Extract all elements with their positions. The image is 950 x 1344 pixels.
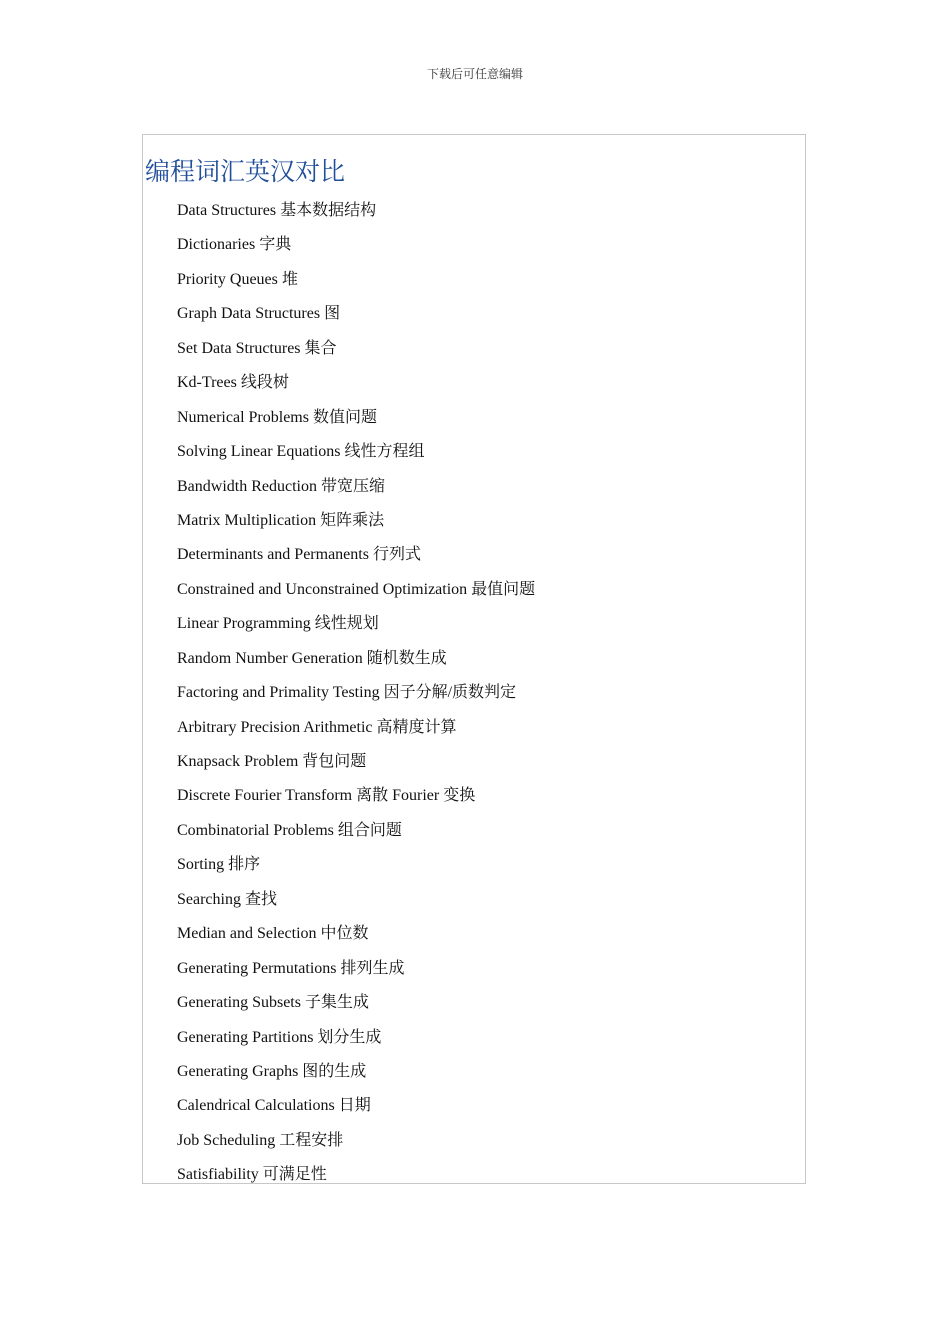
vocabulary-item: Random Number Generation 随机数生成	[177, 649, 447, 667]
vocabulary-item: Searching 查找	[177, 890, 277, 908]
vocabulary-item: Determinants and Permanents 行列式	[177, 546, 421, 564]
vocabulary-item: Priority Queues 堆	[177, 270, 298, 288]
vocabulary-item: Satisfiability 可满足性	[177, 1166, 327, 1184]
vocabulary-item: Arbitrary Precision Arithmetic 高精度计算	[177, 718, 457, 736]
vocabulary-item: Numerical Problems 数值问题	[177, 408, 377, 426]
vocabulary-item: Job Scheduling 工程安排	[177, 1131, 344, 1149]
vocabulary-item: Generating Partitions 划分生成	[177, 1028, 382, 1046]
vocabulary-item: Matrix Multiplication 矩阵乘法	[177, 511, 385, 529]
vocabulary-item: Set Data Structures 集合	[177, 339, 337, 357]
vocabulary-item: Constrained and Unconstrained Optimization 最值问题	[177, 580, 536, 598]
vocabulary-item: Bandwidth Reduction 带宽压缩	[177, 477, 385, 495]
vocabulary-list	[177, 197, 535, 1184]
vocabulary-item: Sorting 排序	[177, 856, 261, 874]
vocabulary-item: Generating Permutations 排列生成	[177, 959, 405, 977]
vocabulary-item: Knapsack Problem 背包问题	[177, 753, 367, 770]
document-content-box	[142, 134, 806, 1184]
vocabulary-item: Median and Selection 中位数	[177, 925, 369, 943]
vocabulary-item: Linear Programming 线性规划	[177, 615, 379, 633]
vocabulary-item: Generating Graphs 图的生成	[177, 1062, 367, 1080]
document-title: 编程词汇英汉对比	[145, 159, 346, 186]
vocabulary-item: Data Structures 基本数据结构	[177, 202, 377, 219]
vocabulary-item: Kd-Trees 线段树	[177, 374, 289, 392]
vocabulary-item: Discrete Fourier Transform 离散 Fourier 变换	[177, 787, 476, 805]
page-header-note: 下载后可任意编辑	[426, 67, 523, 81]
vocabulary-item: Combinatorial Problems 组合问题	[177, 821, 402, 839]
vocabulary-item: Generating Subsets 子集生成	[177, 994, 369, 1012]
vocabulary-item: Calendrical Calculations 日期	[177, 1097, 371, 1115]
vocabulary-item: Dictionaries 字典	[177, 236, 292, 254]
vocabulary-item: Graph Data Structures 图	[177, 305, 341, 323]
vocabulary-item: Factoring and Primality Testing 因子分解/质数判定	[177, 684, 517, 702]
vocabulary-item: Solving Linear Equations 线性方程组	[177, 443, 425, 461]
